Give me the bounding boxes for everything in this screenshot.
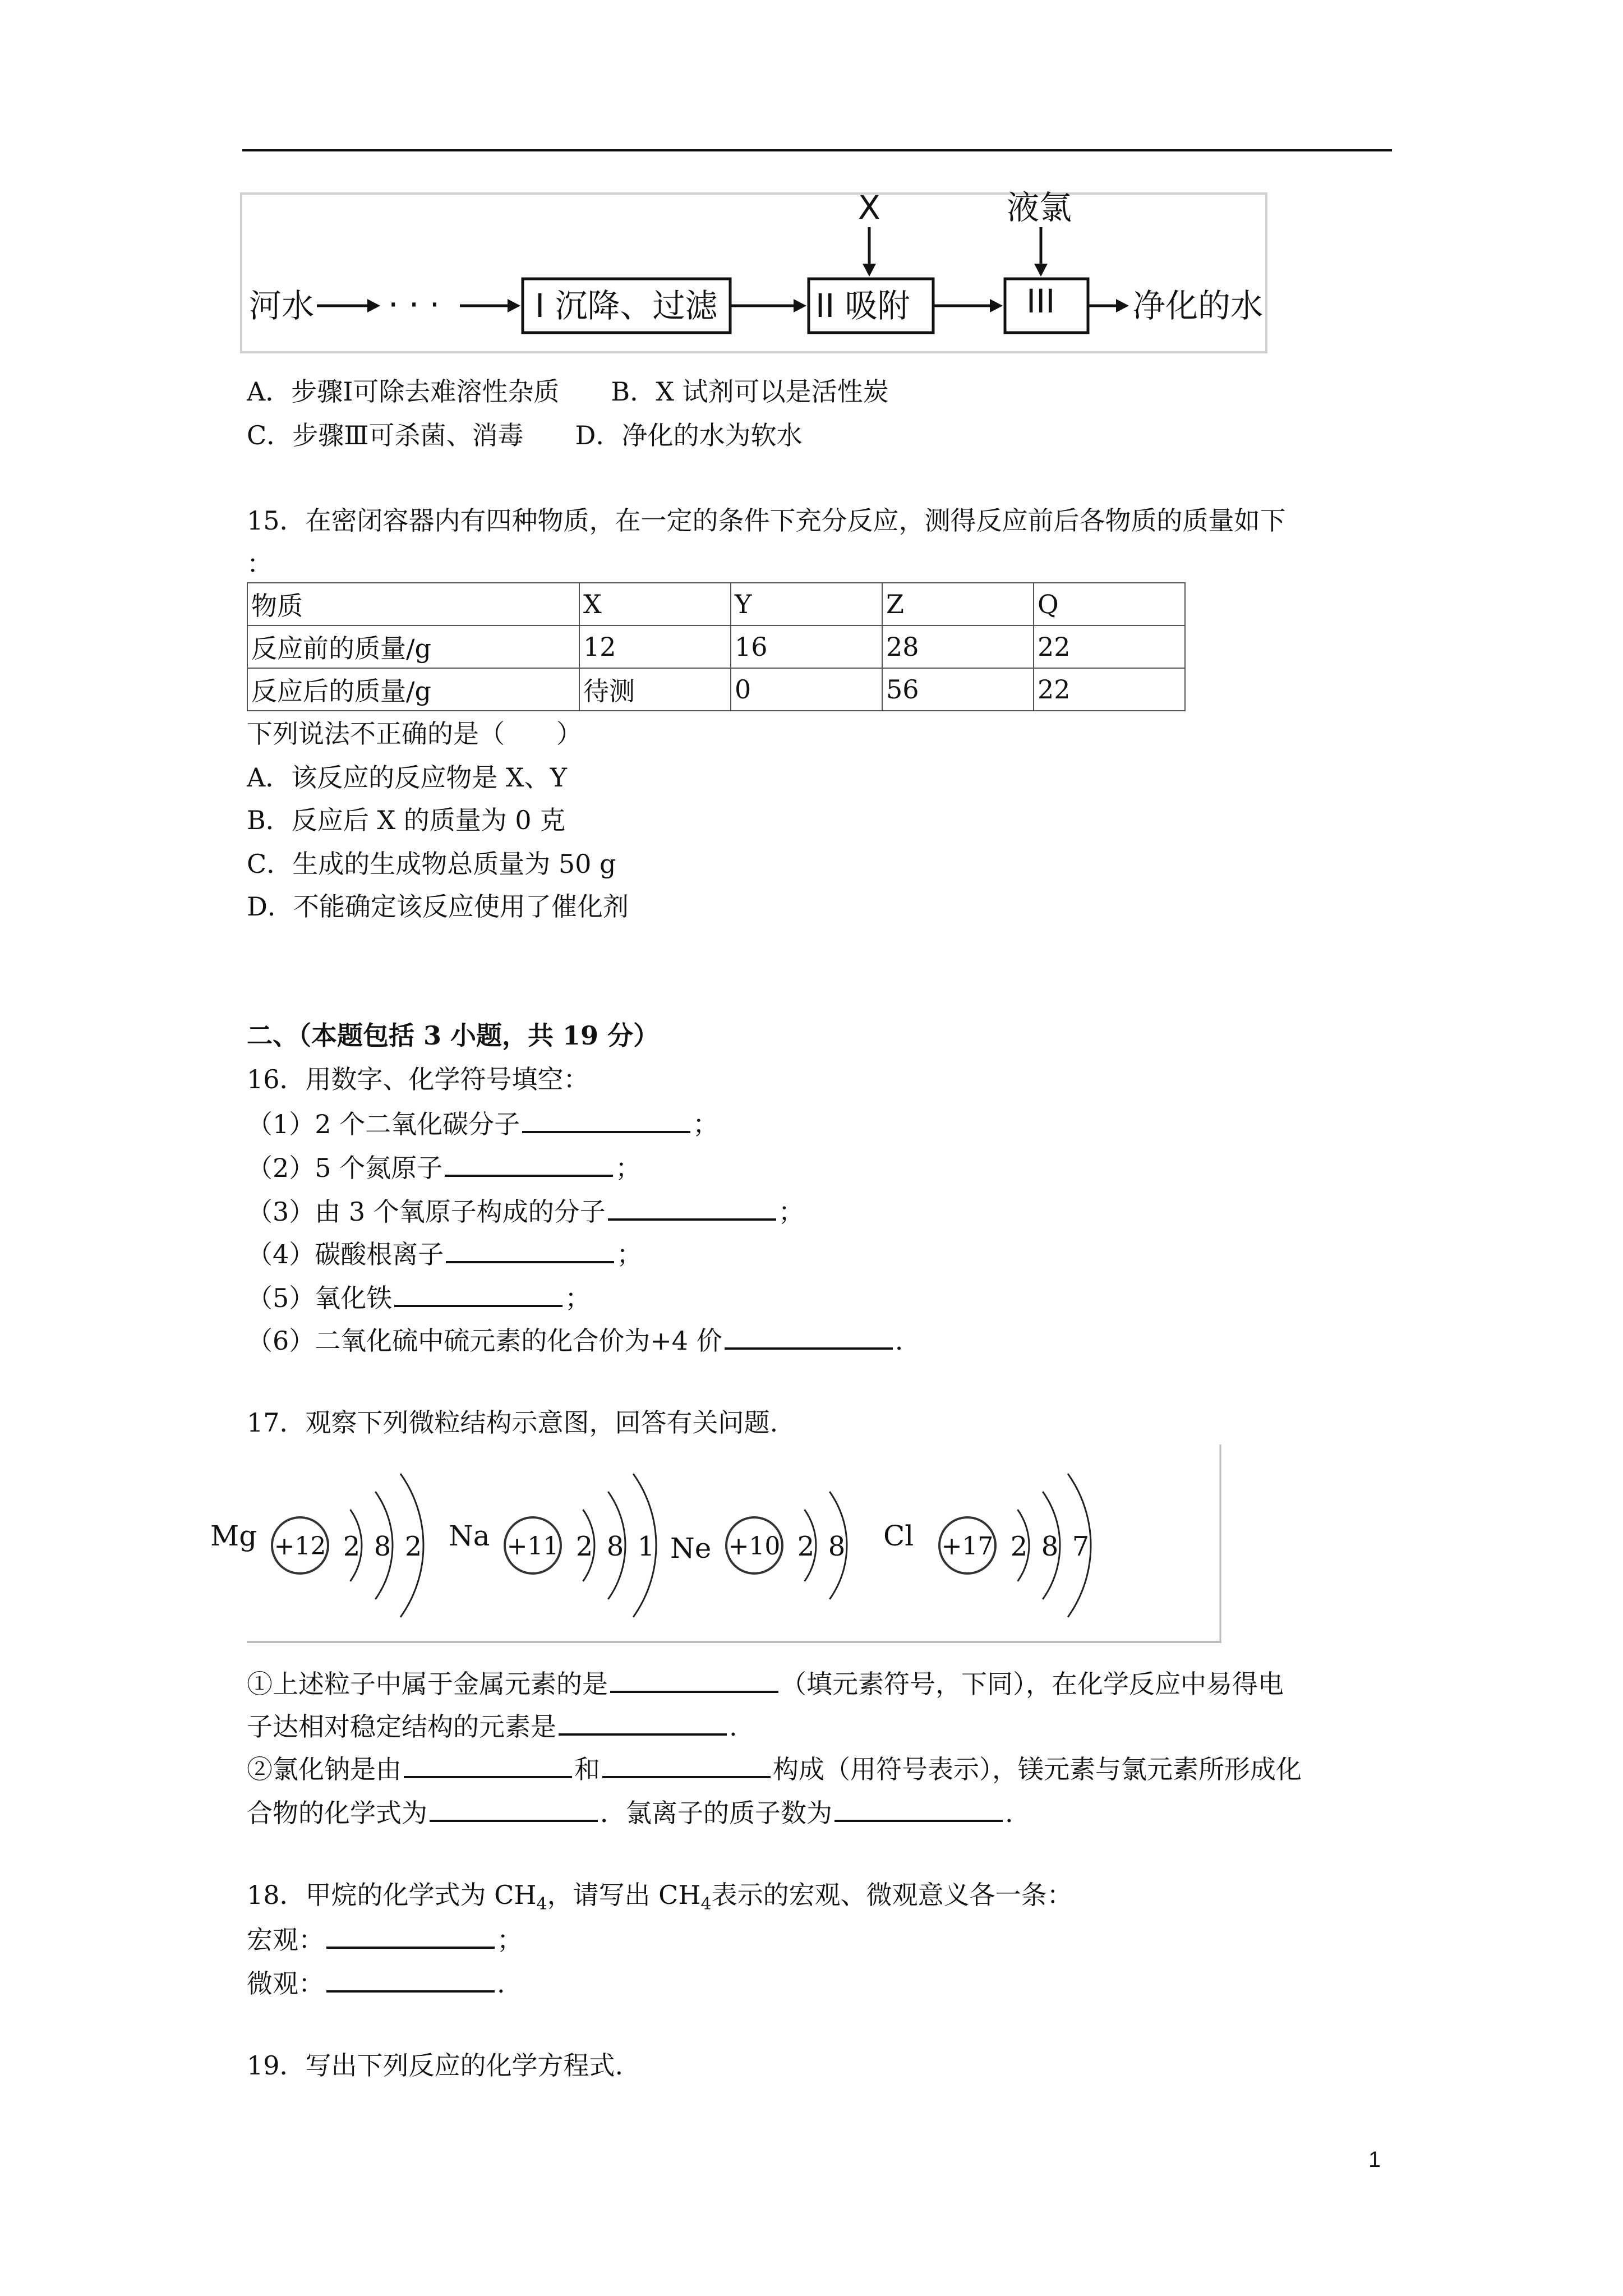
q18-stem bbox=[247, 1878, 1073, 1921]
step2-label: II 吸附 bbox=[815, 287, 910, 325]
table-cell: 16 bbox=[731, 625, 882, 668]
answer-blank[interactable] bbox=[610, 1665, 778, 1693]
q16-item-2 bbox=[247, 1149, 641, 1185]
table-cell: Q bbox=[1034, 583, 1185, 625]
answer-blank[interactable] bbox=[326, 1964, 495, 1993]
q16-item-6-text: （6）二氧化硫中硫元素的化合价为+4 价 bbox=[247, 1326, 722, 1356]
q16-period: . bbox=[895, 1326, 903, 1356]
table-cell: 反应前的质量/g bbox=[247, 625, 579, 668]
q16-item-4 bbox=[247, 1235, 642, 1271]
q15-option-c: C．生成的生成物总质量为 50 g bbox=[247, 849, 616, 879]
answer-blank[interactable] bbox=[725, 1322, 893, 1350]
q18-macro-label: 宏观： bbox=[247, 1925, 324, 1955]
table-row bbox=[247, 625, 1185, 668]
table-cell: 22 bbox=[1034, 668, 1185, 711]
q16-item-5-text: （5）氧化铁 bbox=[247, 1283, 393, 1313]
x-reagent-label: X bbox=[858, 188, 880, 227]
q16-semicolon: ； bbox=[693, 1109, 719, 1139]
table-cell: Z bbox=[882, 583, 1034, 625]
nucleus-charge: +17 bbox=[941, 1532, 994, 1561]
q17-stem: 17．观察下列微粒结构示意图，回答有关问题. bbox=[247, 1407, 778, 1438]
nucleus-charge: +12 bbox=[274, 1532, 326, 1561]
q17-q1-text-b: （填元素符号，下同），在化学反应中易得电 bbox=[781, 1669, 1284, 1699]
q17-q2-text-b: 和 bbox=[574, 1754, 600, 1784]
q16-semicolon: ； bbox=[615, 1153, 642, 1183]
q17-q2-line1 bbox=[247, 1750, 1302, 1786]
water-purification-flow-diagram bbox=[241, 188, 1267, 353]
mass-table bbox=[247, 582, 1186, 711]
element-symbol: Na bbox=[449, 1520, 490, 1552]
electron-count: 2 bbox=[1010, 1531, 1028, 1562]
flow-river-label: 河水 bbox=[249, 287, 315, 325]
answer-blank[interactable] bbox=[522, 1105, 690, 1133]
answer-blank[interactable] bbox=[445, 1149, 613, 1177]
q16-item-6 bbox=[247, 1322, 903, 1358]
q17-q2-text-d: 合物的化学式为 bbox=[247, 1798, 427, 1828]
table-cell: 0 bbox=[731, 668, 882, 711]
electron-count: 7 bbox=[1072, 1531, 1090, 1562]
element-symbol: Cl bbox=[883, 1520, 914, 1552]
q15-question: 下列说法不正确的是（ ） bbox=[247, 719, 582, 749]
answer-blank[interactable] bbox=[404, 1750, 572, 1778]
q17-q1-line2 bbox=[247, 1708, 737, 1743]
q16-item-2-text: （2）5 个氮原子 bbox=[247, 1153, 443, 1183]
table-cell: X bbox=[579, 583, 731, 625]
q18-micro-label: 微观： bbox=[247, 1968, 324, 1999]
table-cell: 56 bbox=[882, 668, 1034, 711]
answer-blank[interactable] bbox=[608, 1193, 776, 1221]
electron-count: 2 bbox=[343, 1531, 361, 1562]
q16-item-5 bbox=[247, 1279, 591, 1315]
q15-option-a: A．该反应的反应物是 X、Y bbox=[247, 762, 567, 793]
flow-dots: · · · bbox=[388, 286, 440, 324]
table-row bbox=[247, 668, 1185, 711]
table-cell: Y bbox=[731, 583, 882, 625]
q16-item-1 bbox=[247, 1105, 718, 1141]
q17-q1-text-a: ①上述粒子中属于金属元素的是 bbox=[247, 1669, 608, 1699]
q18-micro bbox=[247, 1964, 505, 2000]
q16-item-3-text: （3）由 3 个氧原子构成的分子 bbox=[247, 1197, 606, 1227]
table-cell: 反应后的质量/g bbox=[247, 668, 579, 711]
q16-item-4-text: （4）碳酸根离子 bbox=[247, 1239, 444, 1269]
q17-q2-text-e: ．氯离子的质子数为 bbox=[600, 1798, 832, 1828]
answer-blank[interactable] bbox=[559, 1708, 727, 1736]
q17-q2-text-a: ②氯化钠是由 bbox=[247, 1754, 402, 1784]
q17-q1-line1 bbox=[247, 1665, 1284, 1701]
section2-title: 二、（本题包括 3 小题，共 19 分） bbox=[247, 1020, 660, 1051]
q17-q2-line2 bbox=[247, 1794, 1013, 1830]
q17-dot: . bbox=[729, 1711, 737, 1742]
header-rule bbox=[242, 149, 1392, 151]
table-cell: 待测 bbox=[579, 668, 731, 711]
element-symbol: Ne bbox=[670, 1532, 712, 1565]
q18-macro bbox=[247, 1921, 523, 1957]
q18-stem-c: 表示的宏观、微观意义各一条： bbox=[711, 1880, 1073, 1910]
q18-subscript: 4 bbox=[700, 1894, 712, 1915]
nucleus-charge: +11 bbox=[506, 1532, 559, 1561]
table-cell: 22 bbox=[1034, 625, 1185, 668]
page-number: 1 bbox=[1368, 2147, 1381, 2172]
answer-blank[interactable] bbox=[394, 1279, 562, 1307]
answer-blank[interactable] bbox=[834, 1794, 1003, 1822]
q15-stem-colon: ： bbox=[247, 549, 273, 579]
step1-label: I 沉降、过滤 bbox=[535, 287, 718, 325]
table-cell: 12 bbox=[579, 625, 731, 668]
electron-count: 8 bbox=[1041, 1531, 1059, 1562]
electron-count: 1 bbox=[637, 1531, 655, 1562]
q18-semicolon: ； bbox=[497, 1925, 523, 1955]
q16-semicolon: ； bbox=[616, 1239, 643, 1269]
nucleus-charge: +10 bbox=[728, 1532, 781, 1561]
q15-option-b: B．反应后 X 的质量为 0 克 bbox=[247, 805, 566, 835]
electron-count: 8 bbox=[606, 1531, 624, 1562]
q15-stem: 15．在密闭容器内有四种物质，在一定的条件下充分反应，测得反应前后各物质的质量如下 bbox=[247, 505, 1286, 536]
q17-q1-text-c: 子达相对稳定结构的元素是 bbox=[247, 1711, 556, 1742]
q17-q2-text-c: 构成（用符号表示），镁元素与氯元素所形成化 bbox=[773, 1754, 1302, 1784]
electron-count: 2 bbox=[575, 1531, 593, 1562]
answer-blank[interactable] bbox=[446, 1235, 614, 1263]
q17-dot: . bbox=[1005, 1798, 1013, 1828]
q19-stem: 19．写出下列反应的化学方程式. bbox=[247, 2050, 624, 2081]
q16-semicolon: ； bbox=[778, 1197, 804, 1227]
q16-semicolon: ； bbox=[565, 1283, 591, 1313]
atomic-structure-diagrams bbox=[210, 1444, 1223, 1644]
q18-stem-b: ，请写出 CH bbox=[547, 1880, 701, 1910]
q16-item-1-text: （1）2 个二氧化碳分子 bbox=[247, 1109, 520, 1139]
flow-output-label: 净化的水 bbox=[1133, 287, 1264, 325]
table-cell: 物质 bbox=[247, 583, 579, 625]
q14-options-line2: C．步骤Ⅲ可杀菌、消毒 D．净化的水为软水 bbox=[247, 420, 803, 450]
table-cell: 28 bbox=[882, 625, 1034, 668]
element-symbol: Mg bbox=[210, 1520, 257, 1552]
table-row bbox=[247, 583, 1185, 625]
q18-dot: . bbox=[497, 1968, 505, 1999]
answer-blank[interactable] bbox=[602, 1750, 771, 1778]
answer-blank[interactable] bbox=[430, 1794, 598, 1822]
q16-item-3 bbox=[247, 1193, 804, 1228]
chlorine-label: 液氯 bbox=[1007, 188, 1072, 227]
electron-count: 2 bbox=[404, 1531, 422, 1562]
q18-stem-a: 18．甲烷的化学式为 CH bbox=[247, 1880, 537, 1910]
q16-stem: 16．用数字、化学符号填空： bbox=[247, 1064, 589, 1094]
step3-label: III bbox=[1026, 282, 1055, 320]
answer-blank[interactable] bbox=[326, 1921, 495, 1949]
electron-count: 8 bbox=[828, 1531, 846, 1562]
q14-options-line1: A．步骤Ⅰ可除去难溶性杂质 B．X 试剂可以是活性炭 bbox=[247, 376, 889, 407]
q15-option-d: D．不能确定该反应使用了催化剂 bbox=[247, 891, 629, 922]
q18-subscript: 4 bbox=[536, 1894, 547, 1915]
flow-frame bbox=[241, 194, 1266, 352]
electron-count: 2 bbox=[797, 1531, 815, 1562]
electron-count: 8 bbox=[374, 1531, 391, 1562]
